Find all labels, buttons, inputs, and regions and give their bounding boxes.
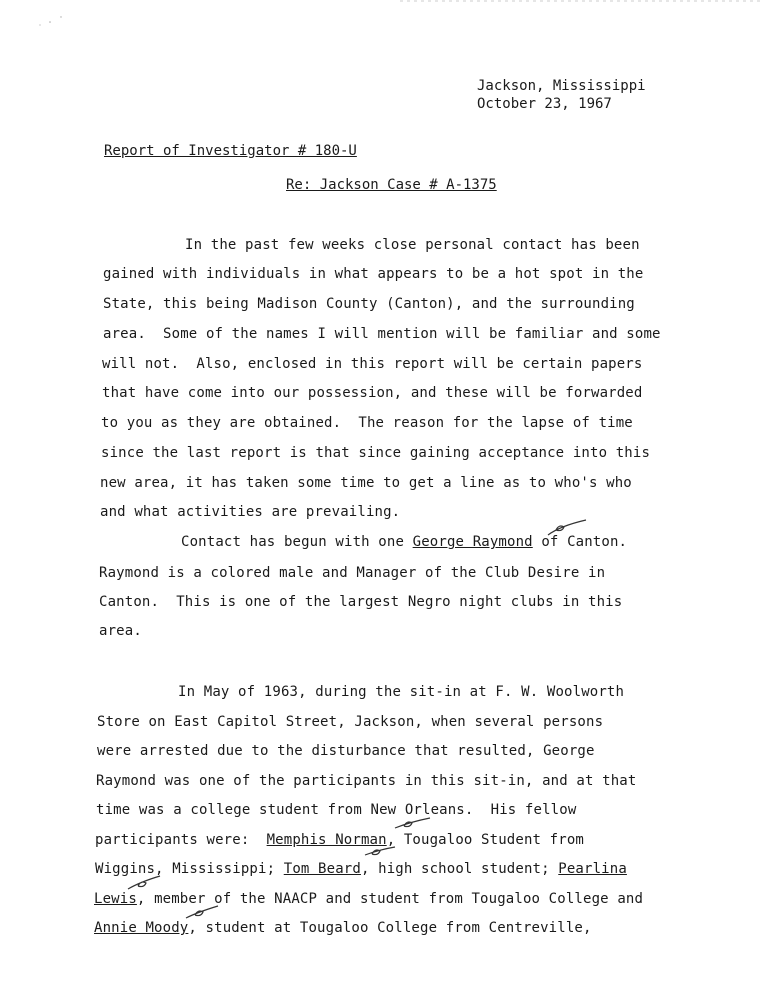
p1-line-3: State, this being Madison County (Canton), and the surrounding [103,296,635,312]
p1-line-1: In the past few weeks close personal contact has been [185,237,640,253]
p3-line-3: were arrested due to the disturbance that resulted, George [97,743,595,759]
p3-line-7-pre: Wiggins, Mississippi; [95,861,284,877]
name-tom-beard: Tom Beard [283,861,361,877]
check-mark-lewis [128,876,160,889]
dateline-date: October 23, 1967 [477,96,612,112]
p2-line-1-pre: Contact has begun with one [181,534,413,550]
p2-line-3: Canton. This is one of the largest Negro night clubs in this [99,594,623,610]
p3-line-7-mid: , high school student; [360,861,559,877]
p3-line-4: Raymond was one of the participants in this sit-in, and at that [96,773,637,789]
p1-line-7: to you as they are obtained. The reason for the lapse of time [101,415,633,431]
p3-line-6-post: , Tougaloo Student from [386,832,584,848]
name-memphis-norman: Memphis Norman [266,832,387,848]
p3-line-1: In May of 1963, during the sit-in at F. W. Woolworth [178,684,625,700]
check-mark-beard [365,847,395,855]
name-pearlina: Pearlina [558,861,627,877]
p2-line-1-post: of Canton. [532,534,628,550]
p1-line-6: that have come into our possession, and these will be forwarded [102,385,643,401]
p1-line-4: area. Some of the names I will mention will be familiar and some [103,326,661,342]
p3-line-9-post: , student at Tougaloo College from Centreville, [188,920,592,936]
dateline-place: Jackson, Mississippi [477,78,646,94]
check-mark-moody [186,906,218,918]
p1-line-8: since the last report is that since gaining acceptance into this [101,445,651,461]
case-reference: Re: Jackson Case # A-1375 [286,177,497,193]
p1-line-5: will not. Also, enclosed in this report will be certain papers [102,356,643,372]
p1-line-10: and what activities are prevailing. [100,504,401,520]
p2-line-2: Raymond is a colored male and Manager of the Club Desire in [99,565,606,581]
p3-line-6-pre: participants were: [95,832,267,848]
check-mark-norman [395,818,430,828]
scan-specks [39,16,61,25]
check-mark-raymond [548,520,586,535]
p3-line-8-post: , member of the NAACP and student from Tougaloo College and [136,891,644,907]
p1-line-9: new area, it has taken some time to get a line as to who's who [100,475,632,491]
name-lewis: Lewis [94,891,137,907]
name-george-raymond: George Raymond [412,534,533,550]
p2-line-4: area. [99,623,142,639]
name-annie-moody: Annie Moody [94,920,189,936]
report-title: Report of Investigator # 180-U [104,143,357,159]
p3-line-2: Store on East Capitol Street, Jackson, when several persons [97,714,604,730]
p3-line-5: time was a college student from New Orleans. His fellow [96,802,577,818]
p1-line-2: gained with individuals in what appears to be a hot spot in the [103,266,644,282]
